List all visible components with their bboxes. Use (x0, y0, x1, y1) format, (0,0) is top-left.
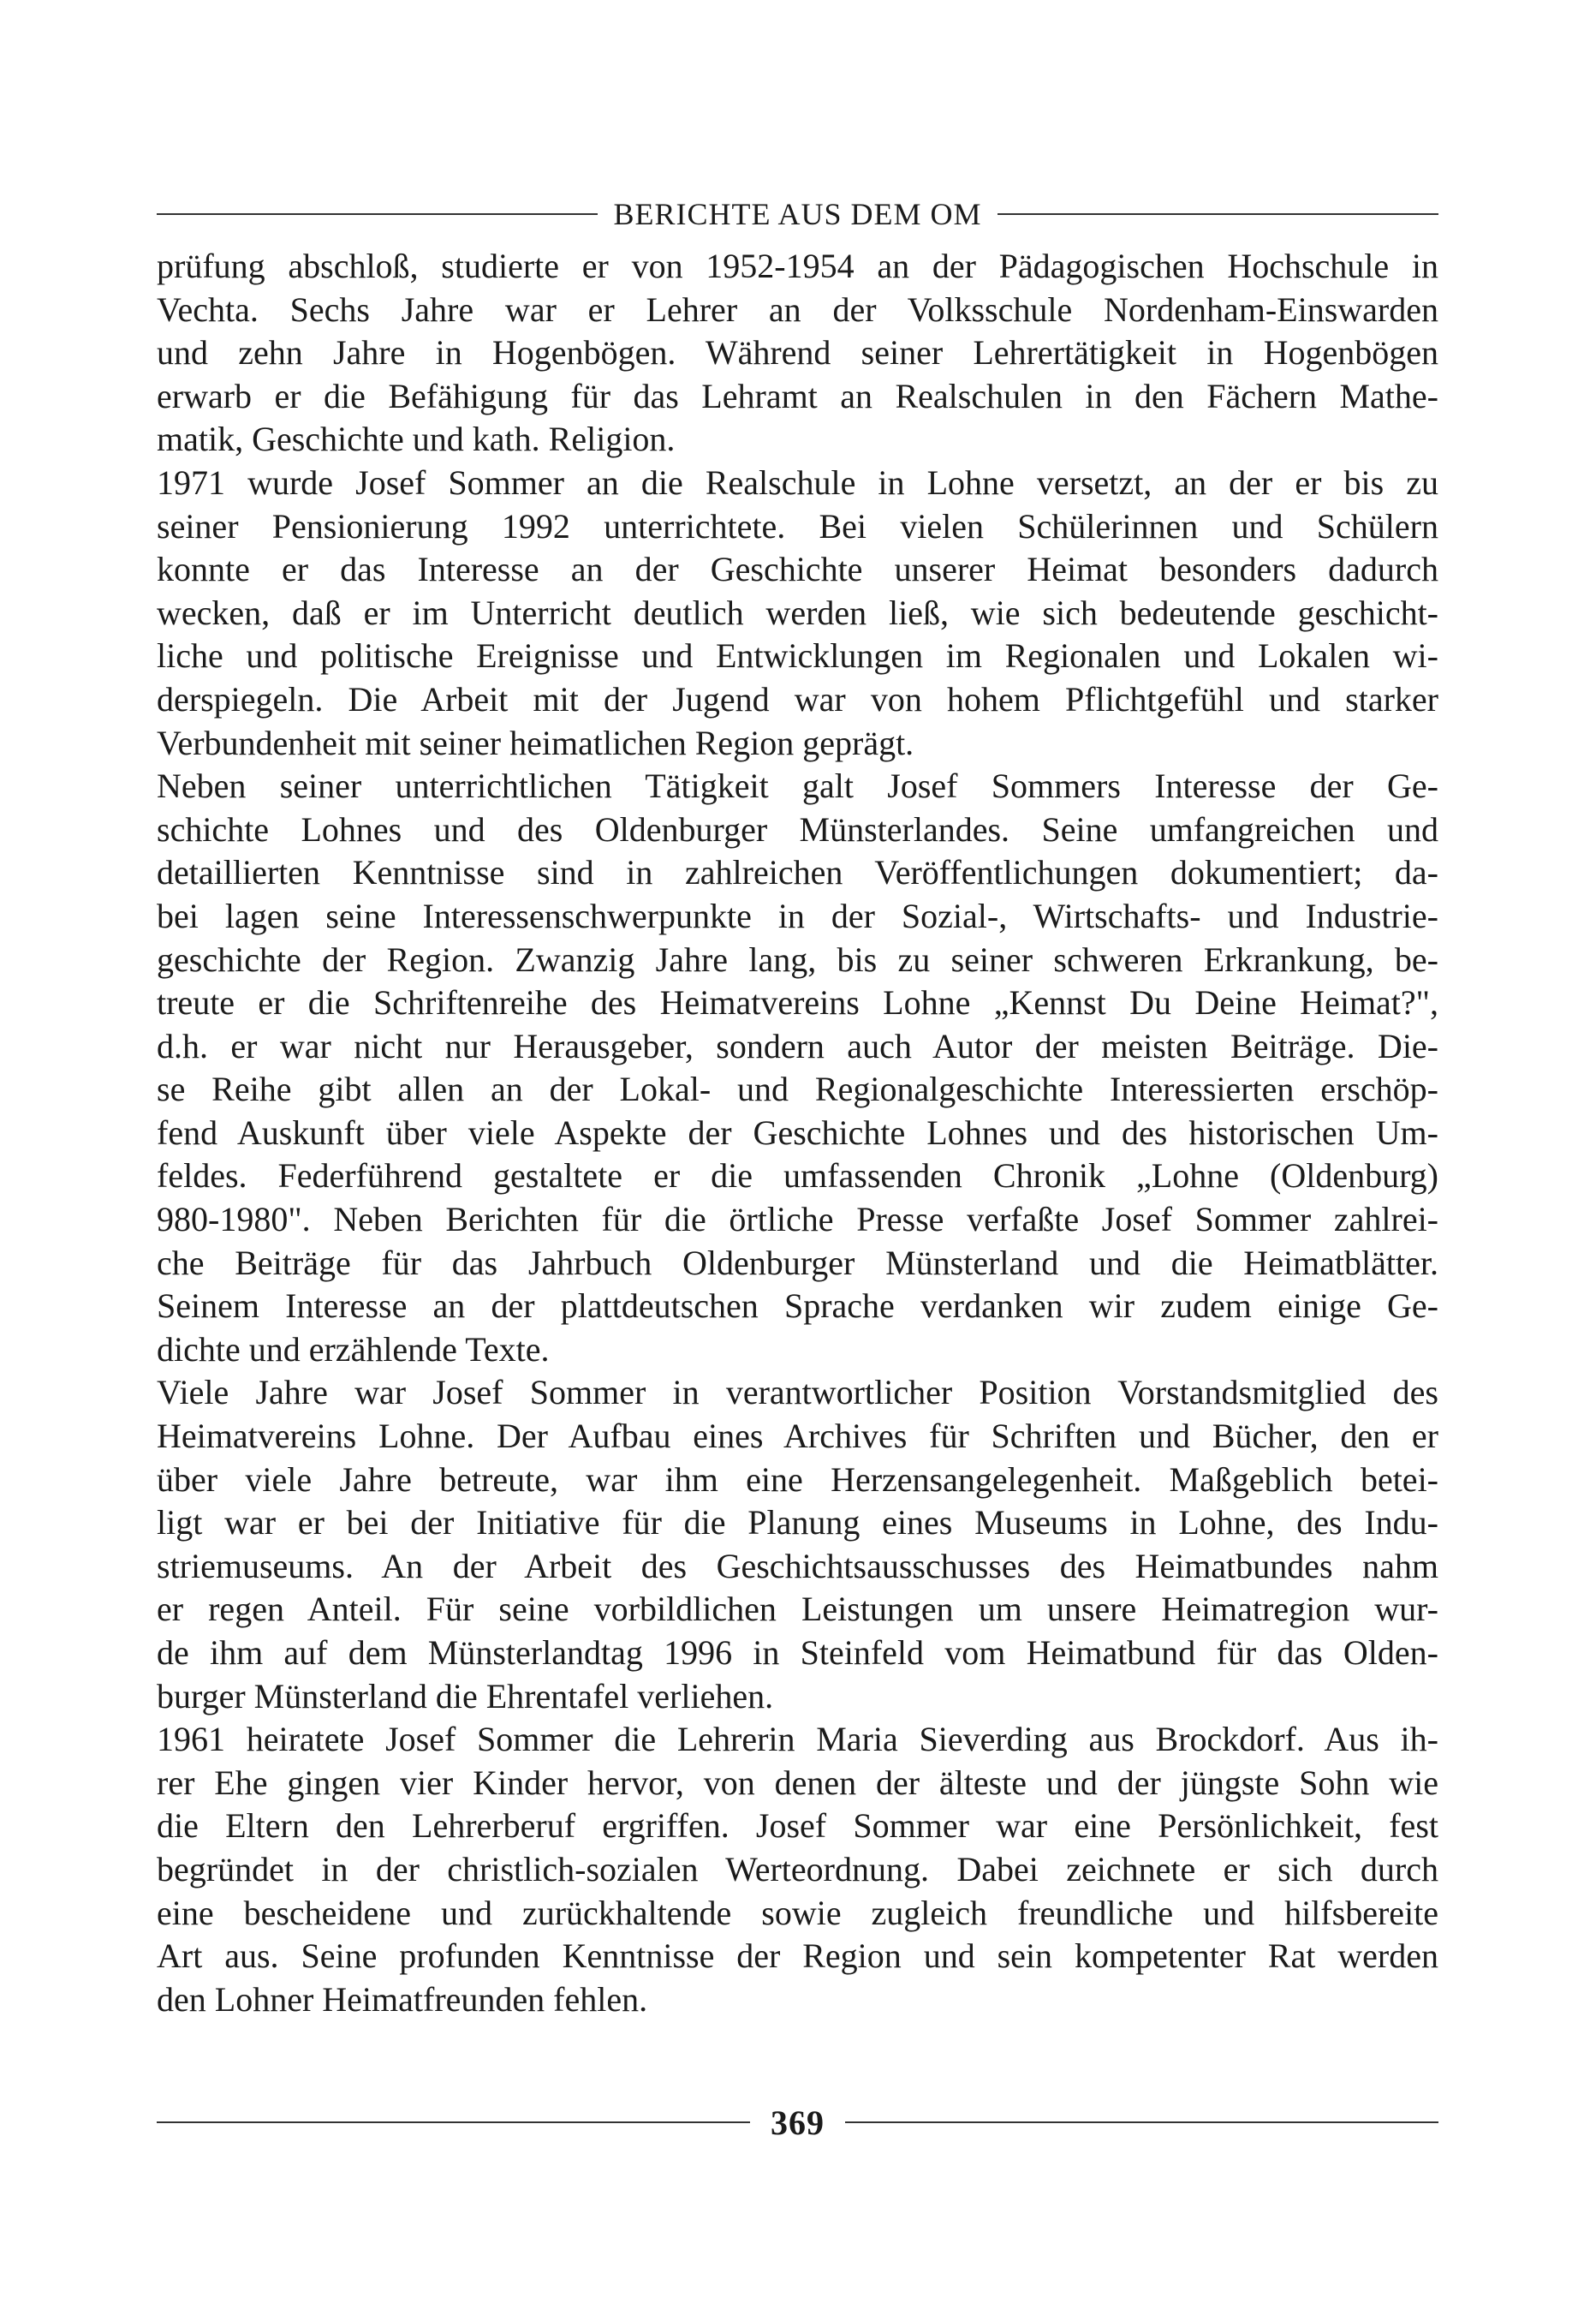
text-line: seiner Pensionierung 1992 unterrichtete. Bei vielen Schülerinnen und Schülern (157, 506, 1438, 546)
text-line: eine bescheidene und zurückhaltende sowie zugleich freundliche und hilfsbereite (157, 1893, 1438, 1932)
text-line: detaillierten Kenntnisse sind in zahlreichen Veröffentlichungen dokumentiert; da- (157, 853, 1438, 892)
text-line: Vechta. Sechs Jahre war er Lehrer an der Volksschule Nordenham-Einswarden (157, 289, 1438, 329)
text-line: derspiegeln. Die Arbeit mit der Jugend war von hohem Pflichtgefühl und starker (157, 679, 1438, 719)
text-line: rer Ehe gingen vier Kinder hervor, von denen der älteste und der jüngste Sohn wie (157, 1763, 1438, 1802)
text-line: wecken, daß er im Unterricht deutlich werden ließ, wie sich bedeutende geschicht- (157, 593, 1438, 632)
text-line: 1961 heiratete Josef Sommer die Lehrerin Maria Sieverding aus Brockdorf. Aus ih- (157, 1720, 1438, 1759)
text-line: dichte und erzählende Texte. (157, 1329, 550, 1369)
text-line: treute er die Schriftenreihe des Heimatvereins Lohne „Kennst Du Deine Heimat?", (157, 983, 1438, 1023)
text-line: die Eltern den Lehrerberuf ergriffen. Josef Sommer war eine Persönlichkeit, fest (157, 1806, 1438, 1846)
text-line: d.h. er war nicht nur Herausgeber, sondern auch Autor der meisten Beiträge. Die- (157, 1026, 1438, 1065)
text-line: konnte er das Interesse an der Geschichte unserer Heimat besonders dadurch (157, 550, 1438, 589)
text-line: er regen Anteil. Für seine vorbildlichen Leistungen um unsere Heimatregion wur- (157, 1590, 1438, 1629)
text-line: burger Münsterland die Ehrentafel verliehen. (157, 1676, 774, 1715)
text-line: Verbundenheit mit seiner heimatlichen Region geprägt. (157, 723, 914, 762)
text-line: feldes. Federführend gestaltete er die umfassenden Chronik „Lohne (Oldenburg) (157, 1156, 1438, 1196)
text-line: den Lohner Heimatfreunden fehlen. (157, 1979, 648, 2019)
text-line: schichte Lohnes und des Oldenburger Münsterlandes. Seine umfangreichen und (157, 809, 1438, 849)
page-footer (157, 2097, 1438, 2148)
body-text (157, 245, 1438, 2021)
header-rule-right (998, 213, 1438, 215)
text-line: fend Auskunft über viele Aspekte der Geschichte Lohnes und des historischen Um- (157, 1113, 1438, 1152)
text-line: liche und politische Ereignisse und Entwicklungen im Regionalen und Lokalen wi- (157, 636, 1438, 676)
page-number: 369 (771, 2103, 825, 2142)
text-line: Neben seiner unterrichtlichen Tätigkeit galt Josef Sommers Interesse der Ge- (157, 767, 1438, 806)
text-line: begründet in der christlich-sozialen Werteordnung. Dabei zeichnete er sich durch (157, 1849, 1438, 1888)
text-line: 980-1980". Neben Berichten für die örtliche Presse verfaßte Josef Sommer zahlrei- (157, 1200, 1438, 1239)
text-line: prüfung abschloß, studierte er von 1952-1954 an der Pädagogischen Hochschule in (157, 247, 1438, 285)
footer-rule-left (157, 2121, 750, 2123)
running-header (157, 188, 1438, 240)
text-line: striemuseums. An der Arbeit des Geschichtsausschusses des Heimatbundes nahm (157, 1546, 1438, 1585)
running-header-title: BERICHTE AUS DEM OM (613, 197, 982, 231)
text-line: de ihm auf dem Münsterlandtag 1996 in Steinfeld vom Heimatbund für das Olden- (157, 1633, 1438, 1672)
text-line: matik, Geschichte und kath. Religion. (157, 420, 676, 459)
text-line: Seinem Interesse an der plattdeutschen Sprache verdanken wir zudem einige Ge- (157, 1286, 1438, 1326)
footer-rule-right (845, 2121, 1438, 2123)
text-line: über viele Jahre betreute, war ihm eine Herzensangelegenheit. Maßgeblich betei- (157, 1459, 1438, 1499)
text-line: 1971 wurde Josef Sommer an die Realschule in Lohne versetzt, an der er bis zu (157, 462, 1438, 502)
text-line: se Reihe gibt allen an der Lokal- und Regionalgeschichte Interessierten erschöp- (157, 1070, 1438, 1109)
text-line: Art aus. Seine profunden Kenntnisse der Region und sein kompetenter Rat werden (157, 1936, 1438, 1976)
text-line: ligt war er bei der Initiative für die Planung eines Museums in Lohne, des Indu- (157, 1503, 1438, 1542)
text-line: geschichte der Region. Zwanzig Jahre lang, bis zu seiner schweren Erkrankung, be- (157, 940, 1438, 979)
text-line: bei lagen seine Interessenschwerpunkte in der Sozial-, Wirtschafts- und Industrie- (157, 896, 1438, 935)
text-line: und zehn Jahre in Hogenbögen. Während seiner Lehrertätigkeit in Hogenbögen (157, 333, 1438, 373)
text-line: Heimatvereins Lohne. Der Aufbau eines Archives für Schriften und Bücher, den er (157, 1417, 1438, 1456)
header-rule-left (157, 213, 598, 215)
text-line: erwarb er die Befähigung für das Lehramt an Realschulen in den Fächern Mathe- (157, 376, 1438, 415)
text-line: che Beiträge für das Jahrbuch Oldenburger Münsterland und die Heimatblätter. (157, 1243, 1438, 1282)
text-line: Viele Jahre war Josef Sommer in verantwortlicher Position Vorstandsmitglied des (157, 1373, 1438, 1412)
